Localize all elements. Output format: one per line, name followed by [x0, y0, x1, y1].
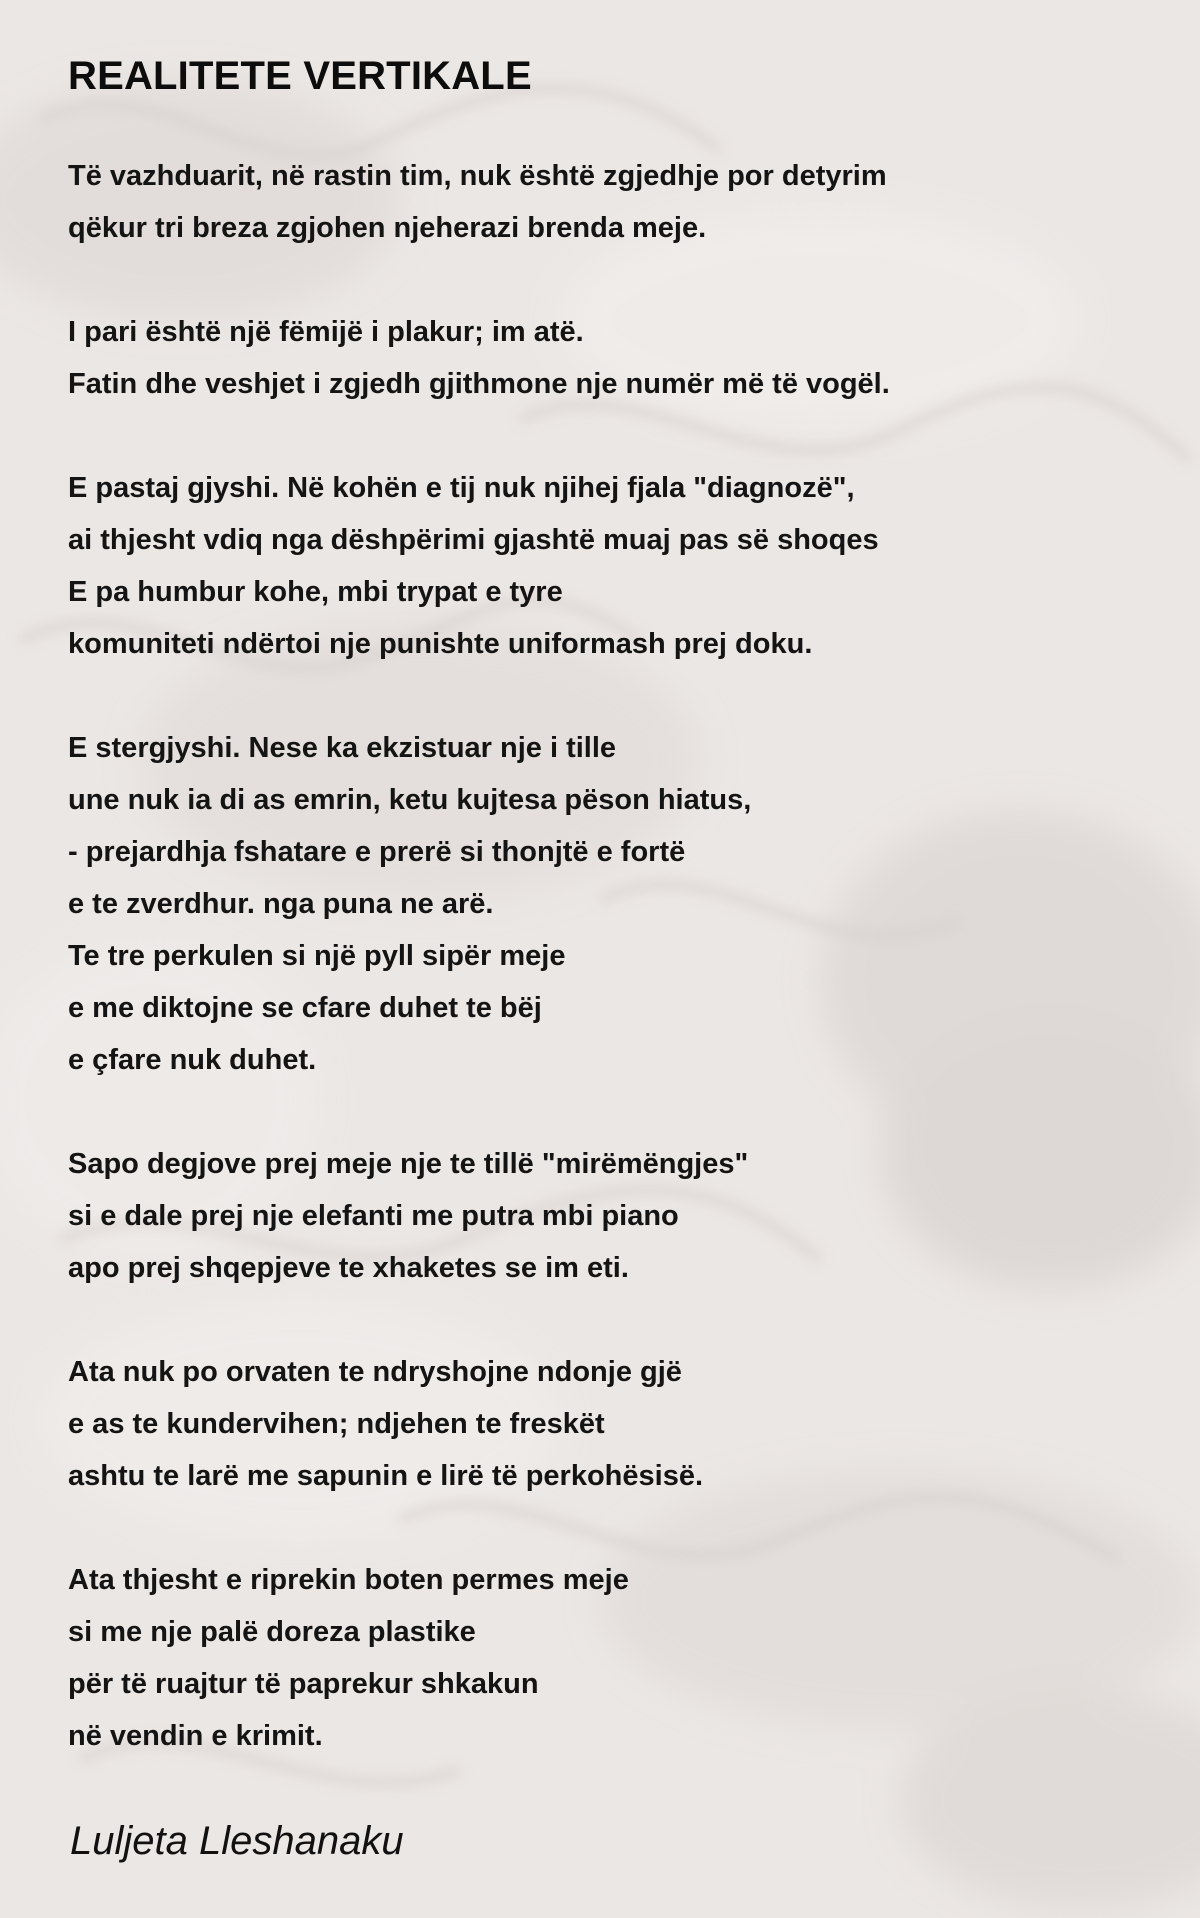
- poem-line: Ata thjesht e riprekin boten permes meje: [68, 1564, 629, 1596]
- stanza: [68, 306, 1148, 410]
- stanza: [68, 1138, 1148, 1294]
- poem-line: E pa humbur kohe, mbi trypat e tyre: [68, 576, 563, 608]
- poem-line: E stergjyshi. Nese ka ekzistuar nje i tille: [68, 732, 617, 764]
- stanza: [68, 722, 1148, 1086]
- poem: [68, 52, 1148, 1814]
- poem-line: qëkur tri breza zgjohen njeherazi brenda meje.: [68, 212, 707, 244]
- poem-line: apo prej shqepjeve te xhaketes se im eti.: [68, 1252, 629, 1284]
- poem-line: Të vazhduarit, në rastin tim, nuk është zgjedhje por detyrim: [68, 160, 887, 192]
- poem-line: e te zverdhur. nga puna ne arë.: [68, 888, 494, 920]
- poem-line: Fatin dhe veshjet i zgjedh gjithmone nje numër më të vogël.: [68, 368, 890, 400]
- poem-line: une nuk ia di as emrin, ketu kujtesa pëson hiatus,: [68, 784, 752, 816]
- poem-title: REALITETE VERTIKALE: [68, 54, 532, 98]
- poem-line: Ata nuk po orvaten te ndryshojne ndonje gjë: [68, 1356, 682, 1388]
- stanza: [68, 1346, 1148, 1502]
- poem-line: për të ruajtur të paprekur shkakun: [68, 1668, 539, 1700]
- poem-author: Luljeta Lleshanaku: [70, 1819, 404, 1863]
- poem-line: E pastaj gjyshi. Në kohën e tij nuk njihej fjala "diagnozë",: [68, 472, 855, 504]
- stanza: [68, 1554, 1148, 1762]
- stanza: [68, 462, 1148, 670]
- poem-line: Te tre perkulen si një pyll sipër meje: [68, 940, 566, 972]
- poem-line: e as te kundervihen; ndjehen te freskët: [68, 1408, 605, 1440]
- poem-line: ashtu te larë me sapunin e lirë të perkohësisë.: [68, 1460, 704, 1492]
- poem-line: e çfare nuk duhet.: [68, 1044, 317, 1076]
- poem-line: ai thjesht vdiq nga dëshpërimi gjashtë muaj pas së shoqes: [68, 524, 879, 556]
- poem-line: në vendin e krimit.: [68, 1720, 323, 1752]
- poem-line: komuniteti ndërtoi nje punishte uniformash prej doku.: [68, 628, 813, 660]
- poem-line: Sapo degjove prej meje nje te tillë "mirëmëngjes": [68, 1148, 749, 1180]
- stanza: [68, 150, 1148, 254]
- poem-line: si e dale prej nje elefanti me putra mbi piano: [68, 1200, 679, 1232]
- poem-line: si me nje palë doreza plastike: [68, 1616, 476, 1648]
- poem-line: I pari është një fëmijë i plakur; im atë.: [68, 316, 584, 348]
- poem-line: - prejardhja fshatare e prerë si thonjtë e fortë: [68, 836, 686, 868]
- poem-line: e me diktojne se cfare duhet te bëj: [68, 992, 542, 1024]
